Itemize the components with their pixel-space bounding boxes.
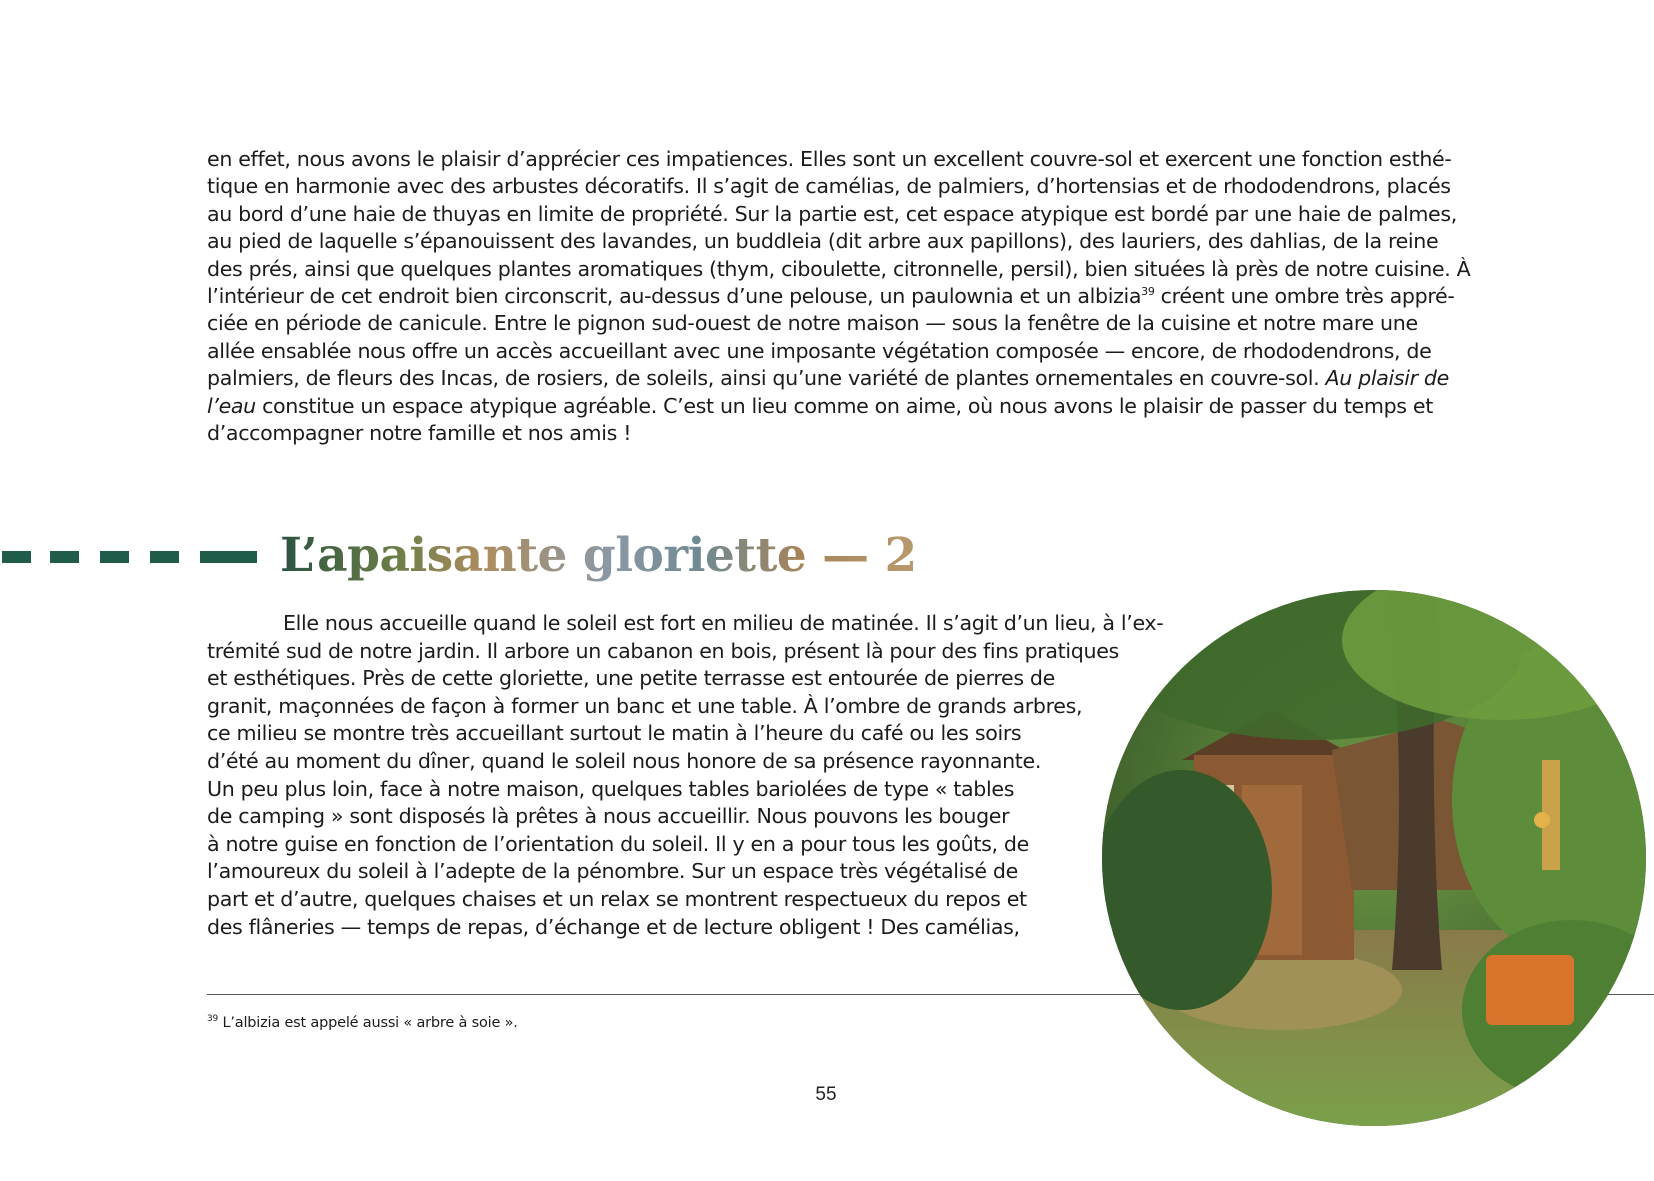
footnote-text: L’albizia est appelé aussi « arbre à soie ». [218,1015,518,1031]
dash [50,551,79,563]
garden-shed-photo [1102,590,1654,1126]
text-line: trémité sud de notre jardin. Il arbore un cabanon en bois, présent là pour des fins pratiques [207,638,1119,663]
text-line: tique en harmonie avec des arbustes décoratifs. Il s’agit de camélias, de palmiers, d’hortensias et de rhododendrons, placés [207,174,1451,199]
text-line: au bord d’une haie de thuyas en limite de propriété. Sur la partie est, cet espace atypique est bordé par une haie de palmes, [207,201,1457,226]
text-fragment: l’intérieur de cet endroit bien circonscrit, au-dessus d’une pelouse, un paulownia et un albizia [207,284,1142,309]
dash [2,551,31,563]
dash [100,551,129,563]
italic-title: l’eau [207,393,256,418]
text-line: ciée en période de canicule. Entre le pignon sud-ouest de notre maison — sous la fenêtre de la cuisine et notre mare une [207,311,1418,336]
text-line [207,393,1527,420]
text-fragment: palmiers, de fleurs des Incas, de rosiers, de soleils, ainsi qu’une variété de plantes ornementales en couvre-sol. [207,366,1326,391]
body-paragraph [207,610,1197,941]
footnote [207,1013,518,1033]
section-title: L’apaisante gloriette — 2 [280,518,917,594]
text-line: au pied de laquelle s’épanouissent des lavandes, un buddleia (dit arbre aux papillons), des lauriers, des dahlias, de la reine [207,229,1439,254]
text-fragment: constitue un espace atypique agréable. C’est un lieu comme on aime, où nous avons le plaisir de passer du temps et [255,393,1433,418]
text-line: allée ensablée nous offre un accès accueillant avec une imposante végétation composée — encore, de rhododendrons, de [207,338,1432,363]
text-line: l’amoureux du soleil à l’adepte de la pénombre. Sur un espace très végétalisé de [207,859,1018,884]
text-line: des flâneries — temps de repas, d’échange et de lecture obligent ! Des camélias, [207,914,1020,939]
footnote-number: 39 [207,1014,219,1024]
text-line: Elle nous accueille quand le soleil est fort en milieu de matinée. Il s’agit d’un lieu, à l’ex- [283,611,1164,635]
text-line: ce milieu se montre très accueillant surtout le matin à l’heure du café ou les soirs [207,721,1022,746]
text-line: en effet, nous avons le plaisir d’apprécier ces impatiences. Elles sont un excellent couvre-sol et exercent une fonction esthé- [207,147,1452,171]
text-line: à notre guise en fonction de l’orientation du soleil. Il y en a pour tous les goûts, de [207,831,1029,856]
dash [228,551,257,563]
top-paragraph [207,146,1527,447]
italic-title: Au plaisir de [1325,366,1449,391]
text-fragment: créent une ombre très appré- [1154,284,1455,309]
dash [200,551,229,563]
text-line [207,283,1527,310]
text-line: granit, maçonnées de façon à former un banc et une table. À l’ombre de grands arbres, [207,693,1083,718]
dash [150,551,179,563]
text-line: des prés, ainsi que quelques plantes aromatiques (thym, ciboulette, citronnelle, persil), bien situées là près de notre cuisine. À [207,256,1471,281]
text-line: d’été au moment du dîner, quand le soleil nous honore de sa présence rayonnante. [207,748,1042,773]
text-line: part et d’autre, quelques chaises et un relax se montrent respectueux du repos et [207,886,1027,911]
footnote-reference[interactable]: 39 [1141,285,1155,299]
text-line [207,365,1527,392]
text-line: et esthétiques. Près de cette gloriette, une petite terrasse est entourée de pierres de [207,666,1055,691]
page-number: 55 [815,1084,837,1105]
text-line: Un peu plus loin, face à notre maison, quelques tables bariolées de type « tables [207,776,1015,801]
text-line: d’accompagner notre famille et nos amis ! [207,421,632,446]
text-line: de camping » sont disposés là prêtes à nous accueillir. Nous pouvons les bouger [207,804,1010,829]
section-dash-rule [0,551,260,563]
